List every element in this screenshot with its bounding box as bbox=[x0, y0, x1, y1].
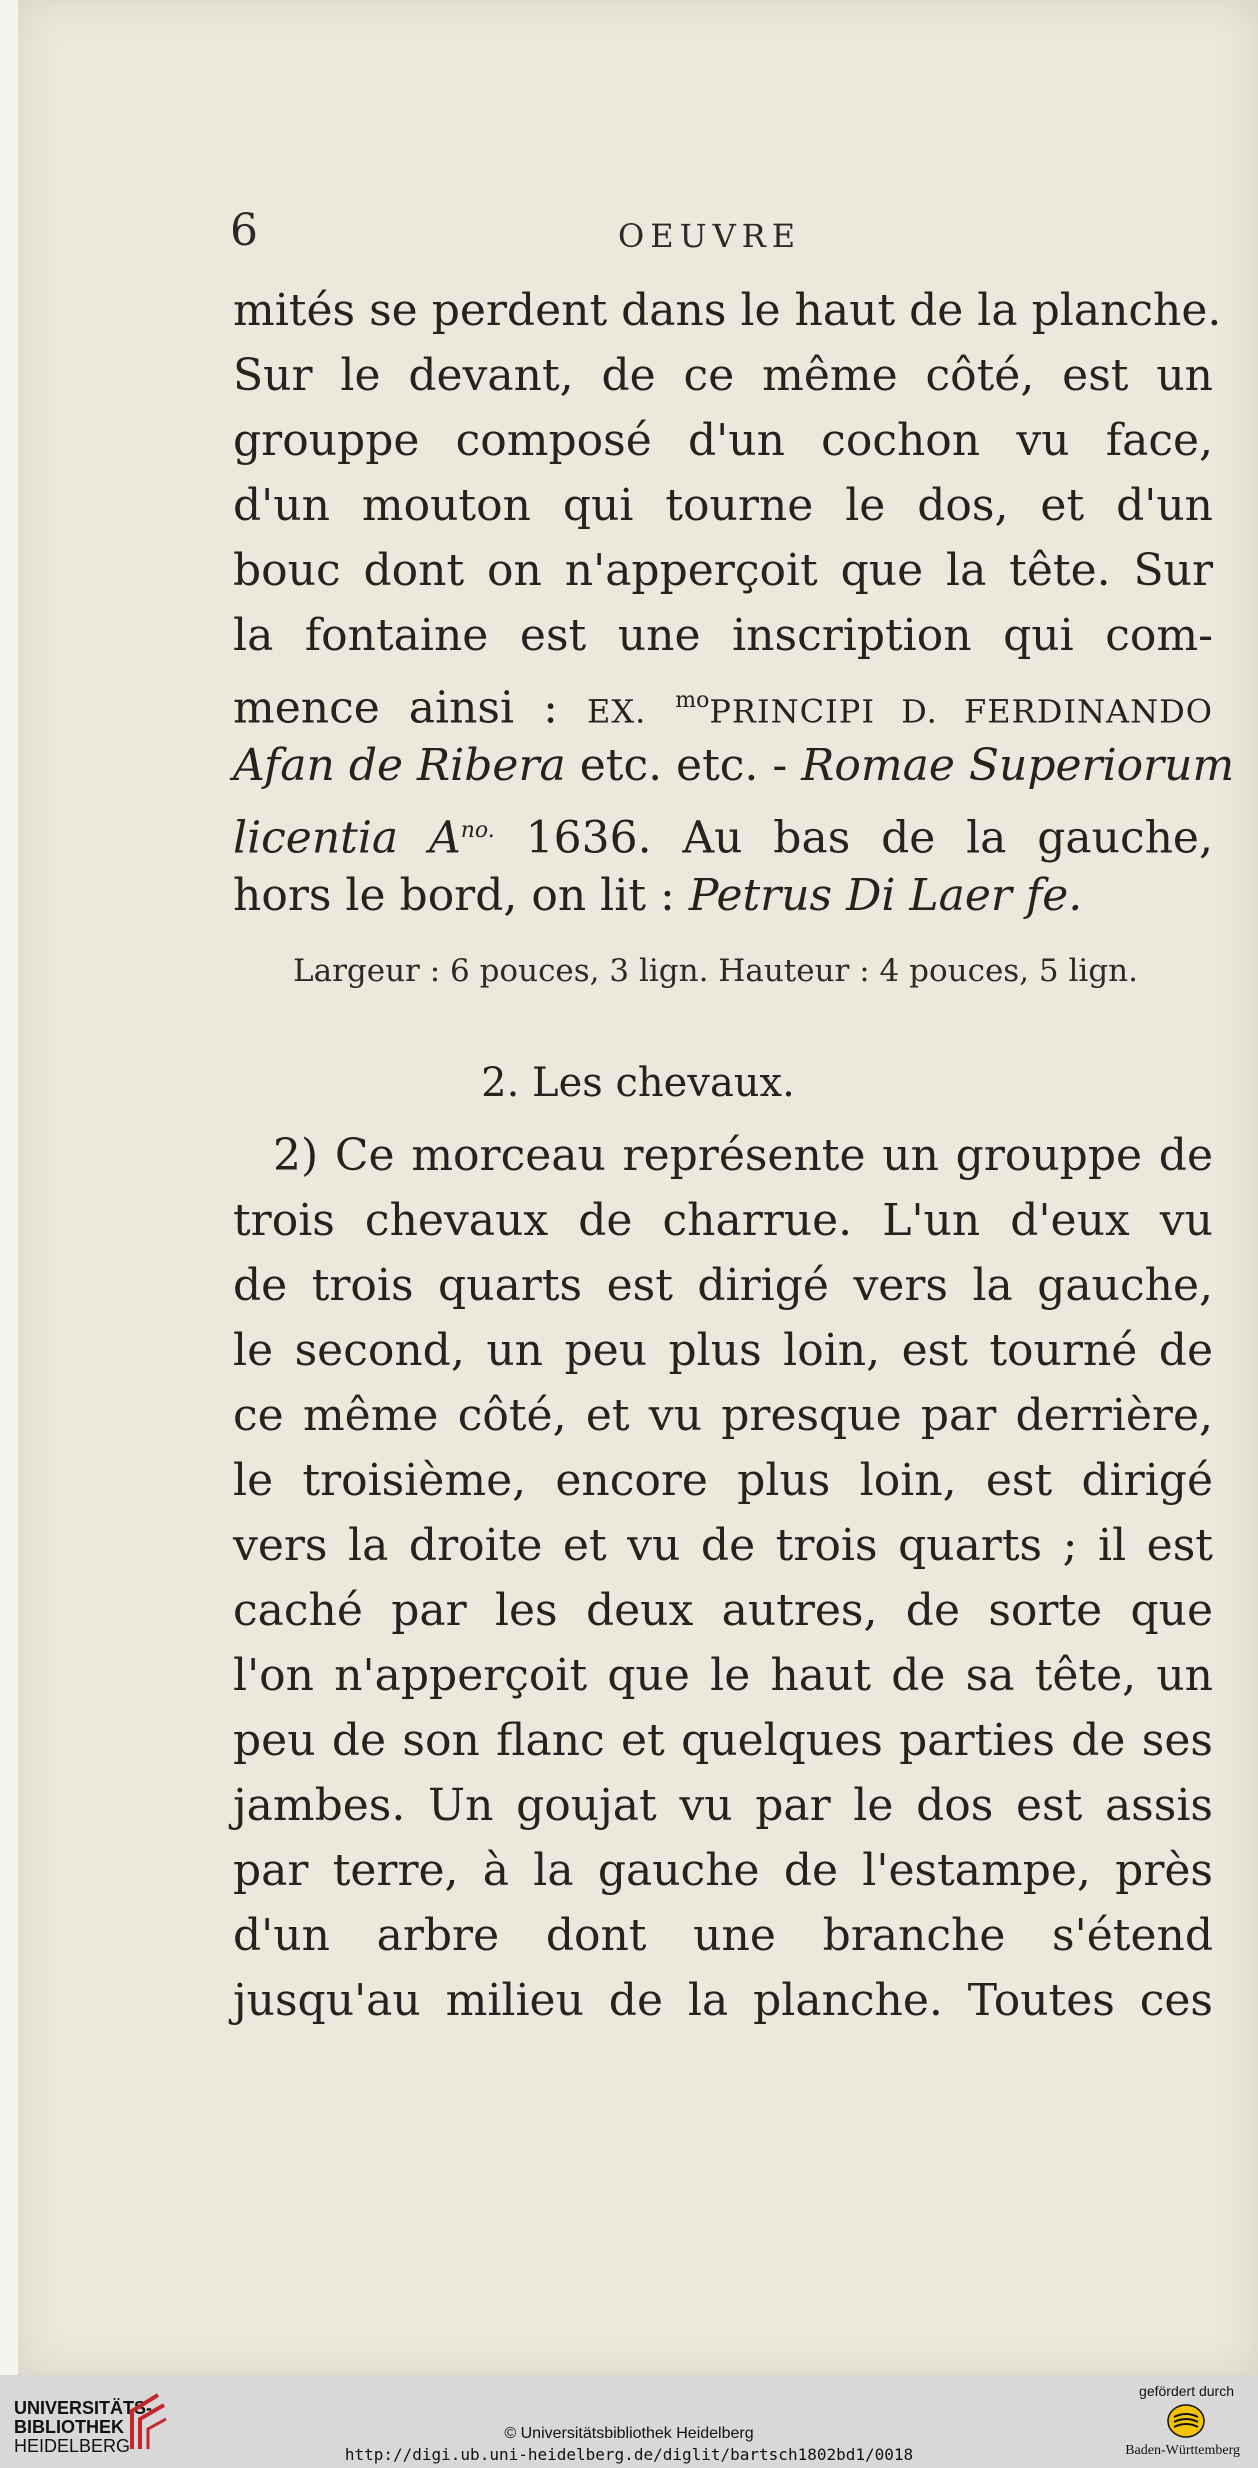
text-line: jusqu'au milieu de la planche. Toutes ces bbox=[233, 1975, 1213, 2026]
text-line: d'un arbre dont une branche s'étend bbox=[233, 1910, 1213, 1961]
text-line: peu de son flanc et quelques parties de ses bbox=[233, 1715, 1213, 1766]
text-line: caché par les deux autres, de sorte que bbox=[233, 1585, 1213, 1636]
permalink[interactable]: http://digi.ub.uni-heidelberg.de/diglit/bartsch1802bd1/0018 bbox=[344, 2445, 914, 2464]
text-line: grouppe composé d'un cochon vu face, bbox=[233, 415, 1213, 466]
copyright-text: © Universitätsbibliothek Heidelberg bbox=[504, 2425, 754, 2442]
dimensions-text: Largeur : 6 pouces, 3 lign. Hauteur : 4 pouces, 5 lign. bbox=[293, 953, 1138, 989]
text-line: de trois quarts est dirigé vers la gauche, bbox=[233, 1260, 1213, 1311]
text-line: le troisième, encore plus loin, est dirigé bbox=[233, 1455, 1213, 1506]
text-line: vers la droite et vu de trois quarts ; il est bbox=[233, 1520, 1213, 1571]
state-crest-icon bbox=[1166, 2403, 1206, 2439]
text-line: le second, un peu plus loin, est tourné de bbox=[233, 1325, 1213, 1376]
text-line: par terre, à la gauche de l'estampe, près bbox=[233, 1845, 1213, 1896]
text-line: jambes. Un goujat vu par le dos est assis bbox=[233, 1780, 1213, 1831]
text-line: Sur le devant, de ce même côté, est un bbox=[233, 350, 1213, 401]
state-name: Baden-Württemberg bbox=[1125, 2443, 1240, 2458]
text-line: mités se perdent dans le haut de la planche. bbox=[233, 285, 1222, 336]
running-title: OEUVRE bbox=[618, 217, 802, 255]
text-line: trois chevaux de charrue. L'un d'eux vu bbox=[233, 1195, 1213, 1246]
text-line: l'on n'apperçoit que le haut de sa tête, un bbox=[233, 1650, 1213, 1701]
book-page bbox=[18, 0, 1258, 2375]
inscription-line-1: mence ainsi : EX. $^{mo}$PRINCIPI D. FERDINANDO bbox=[233, 682, 1213, 734]
library-logo-text[interactable]: UNIVERSITÄTS- BIBLIOTHEK HEIDELBERG bbox=[14, 2398, 153, 2456]
page-header bbox=[18, 205, 1258, 265]
page-edge bbox=[0, 0, 18, 2375]
signature-line: hors le bord, on lit : Petrus Di Laer fe. bbox=[233, 870, 1083, 921]
text-line: d'un mouton qui tourne le dos, et d'un bbox=[233, 480, 1213, 531]
text-line: la fontaine est une inscription qui com- bbox=[233, 610, 1213, 661]
text-line: bouc dont on n'apperçoit que la tête. Sur bbox=[233, 545, 1213, 596]
page-number: 6 bbox=[230, 205, 258, 256]
inscription-line-2: Afan de Ribera etc. etc. - Romae Superiorum bbox=[233, 740, 1235, 791]
text-line: 2) Ce morceau représente un grouppe de bbox=[273, 1130, 1213, 1181]
footer-bar bbox=[0, 2375, 1258, 2468]
section-title: 2. Les chevaux. bbox=[481, 1060, 795, 1106]
text-line: ce même côté, et vu presque par derrière, bbox=[233, 1390, 1213, 1441]
inscription-line-3: licentia $A^{no.}$ 1636. Au bas de la gauche, bbox=[233, 812, 1213, 864]
funded-by-label: gefördert durch bbox=[1139, 2383, 1234, 2399]
